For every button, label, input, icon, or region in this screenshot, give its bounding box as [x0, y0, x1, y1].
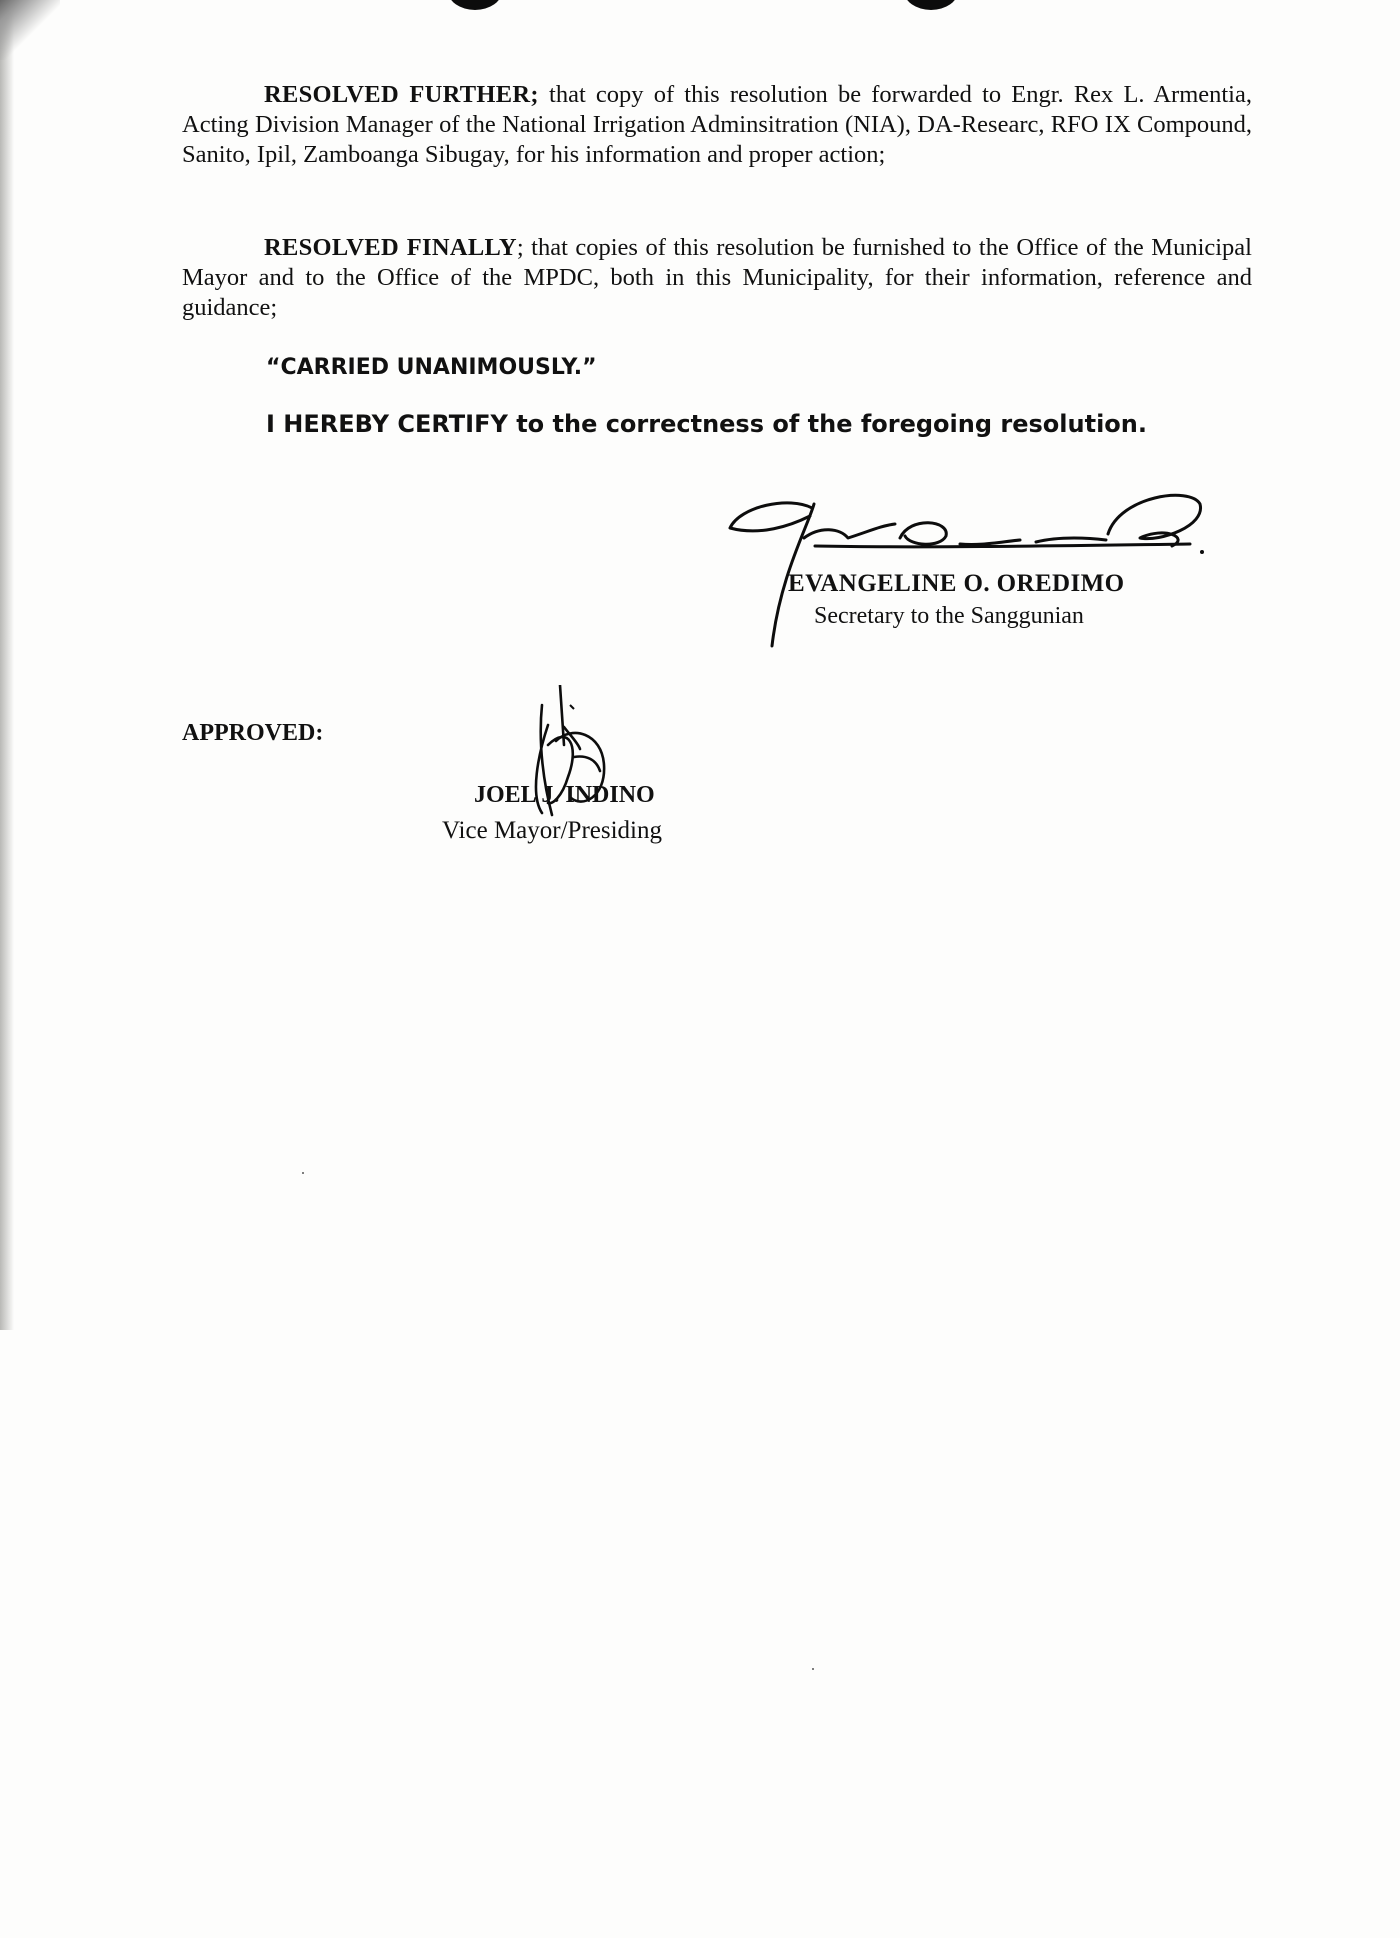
vice-mayor-name: JOEL J. INDINO	[474, 782, 655, 808]
resolved-further-paragraph	[182, 80, 1252, 170]
vice-mayor-title: Vice Mayor/Presiding	[442, 817, 662, 844]
resolved-further-text: that copy of this resolution be forwarded to Engr. Rex L. Armentia, Acting Division Manager of the National Irrigation Adminsitration (NIA), DA-Researc, RFO IX Compound, Sanito, Ipil, Zamboanga Sibugay, for his information and proper action;	[182, 81, 1252, 168]
resolved-finally-text: ; that copies of this resolution be furnished to the Office of the Municipal Mayor and to the Office of the MPDC, both in this Municipality, for their information, reference and guidance;	[182, 234, 1252, 321]
paper-speck	[302, 1172, 304, 1174]
secretary-title: Secretary to the Sanggunian	[814, 603, 1084, 629]
scan-corner-shadow	[0, 0, 60, 60]
carried-unanimously: “CARRIED UNANIMOUSLY.”	[266, 355, 597, 380]
punch-hole-right	[904, 0, 958, 10]
resolved-finally-paragraph	[182, 233, 1252, 323]
approved-label: APPROVED:	[182, 720, 324, 746]
punch-hole-left	[448, 0, 502, 10]
paper-speck	[812, 1668, 814, 1670]
secretary-name: EVANGELINE O. OREDIMO	[788, 570, 1125, 597]
scan-left-edge	[0, 0, 14, 1330]
certification-statement: I HEREBY CERTIFY to the correctness of the foregoing resolution.	[266, 410, 1147, 438]
resolved-further-lead: RESOLVED FURTHER;	[264, 81, 539, 108]
resolved-finally-lead: RESOLVED FINALLY	[264, 234, 517, 261]
